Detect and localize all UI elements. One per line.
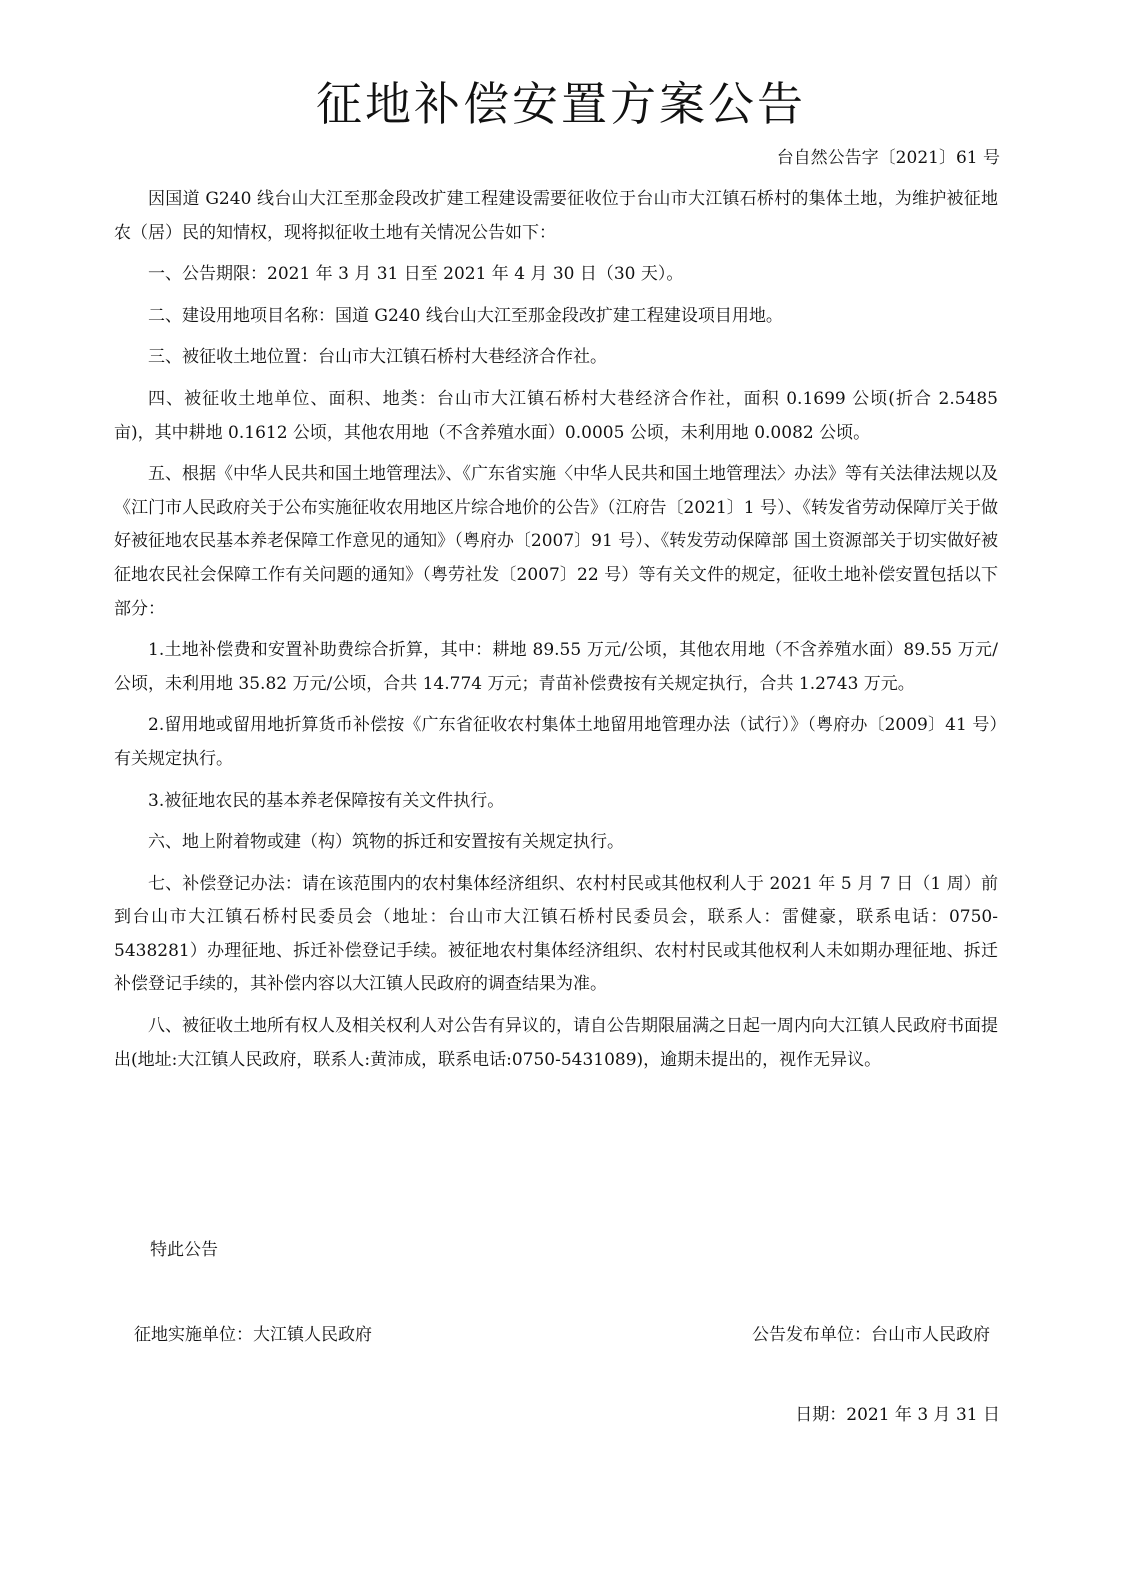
closing-text: 特此公告	[150, 1240, 218, 1260]
publishing-unit: 公告发布单位：台山市人民政府	[752, 1325, 990, 1345]
publish-date: 日期：2021 年 3 月 31 日	[795, 1405, 1000, 1425]
section-5-item-1: 1.土地补偿费和安置补助费综合折算，其中：耕地 89.55 万元/公顷，其他农用地（不含养殖水面）89.55 万元/公顷，未利用地 35.82 万元/公顷，合共 14.774 万元；青苗补偿费按有关规定执行，合共 1.2743 万元。	[114, 640, 998, 694]
implementing-unit: 征地实施单位：大江镇人民政府	[134, 1325, 372, 1345]
document-number: 台自然公告字〔2021〕61 号	[776, 148, 1000, 168]
section-8-paragraph: 八、被征收土地所有权人及相关权利人对公告有异议的，请自公告期限届满之日起一周内向大江镇人民政府书面提出(地址:大江镇人民政府，联系人:黄沛成，联系电话:0750-5431089)，逾期未提出的，视作无异议。	[114, 1016, 998, 1070]
section-3-paragraph: 三、被征收土地位置：台山市大江镇石桥村大巷经济合作社。	[148, 347, 607, 368]
section-6-paragraph: 六、地上附着物或建（构）筑物的拆迁和安置按有关规定执行。	[148, 832, 624, 853]
page-title: 征地补偿安置方案公告	[316, 77, 806, 131]
section-5-paragraph: 五、根据《中华人民共和国土地管理法》、《广东省实施〈中华人民共和国土地管理法〉办法》等有关法律法规以及《江门市人民政府关于公布实施征收农用地区片综合地价的公告》（江府告〔2021〕1 号）、《转发省劳动保障厅关于做好被征地农民基本养老保障工作意见的通知》（粤府办〔2007〕91 号）、《转发劳动保障部 国土资源部关于切实做好被征地农民社会保障工作有关问题的通知》（粤劳社发〔2007〕22 号）等有关文件的规定，征收土地补偿安置包括以下部分：	[114, 464, 998, 619]
section-4-paragraph: 四、被征收土地单位、面积、地类：台山市大江镇石桥村大巷经济合作社，面积 0.1699 公顷(折合 2.5485 亩)，其中耕地 0.1612 公顷，其他农用地（不含养殖水面）0.0005 公顷，未利用地 0.0082 公顷。	[114, 388, 998, 443]
section-7-paragraph: 七、补偿登记办法：请在该范围内的农村集体经济组织、农村村民或其他权利人于 2021 年 5 月 7 日（1 周）前到台山市大江镇石桥村民委员会（地址：台山市大江镇石桥村民委员会，联系人：雷健豪，联系电话：0750-5438281）办理征地、拆迁补偿登记手续。被征地农村集体经济组织、农村村民或其他权利人未如期办理征地、拆迁补偿登记手续的，其补偿内容以大江镇人民政府的调查结果为准。	[114, 873, 998, 995]
section-1-paragraph: 一、公告期限：2021 年 3 月 31 日至 2021 年 4 月 30 日（30 天）。	[148, 264, 684, 285]
intro-paragraph: 因国道 G240 线台山大江至那金段改扩建工程建设需要征收位于台山市大江镇石桥村的集体土地，为维护被征地农（居）民的知情权，现将拟征收土地有关情况公告如下：	[114, 189, 998, 243]
section-5-item-3: 3.被征地农民的基本养老保障按有关文件执行。	[148, 790, 505, 811]
section-2-paragraph: 二、建设用地项目名称：国道 G240 线台山大江至那金段改扩建工程建设项目用地。	[148, 305, 783, 326]
section-5-item-2: 2.留用地或留用地折算货币补偿按《广东省征收农村集体土地留用地管理办法（试行）》（粤府办〔2009〕41 号）有关规定执行。	[114, 715, 998, 769]
document-body	[114, 183, 998, 1085]
